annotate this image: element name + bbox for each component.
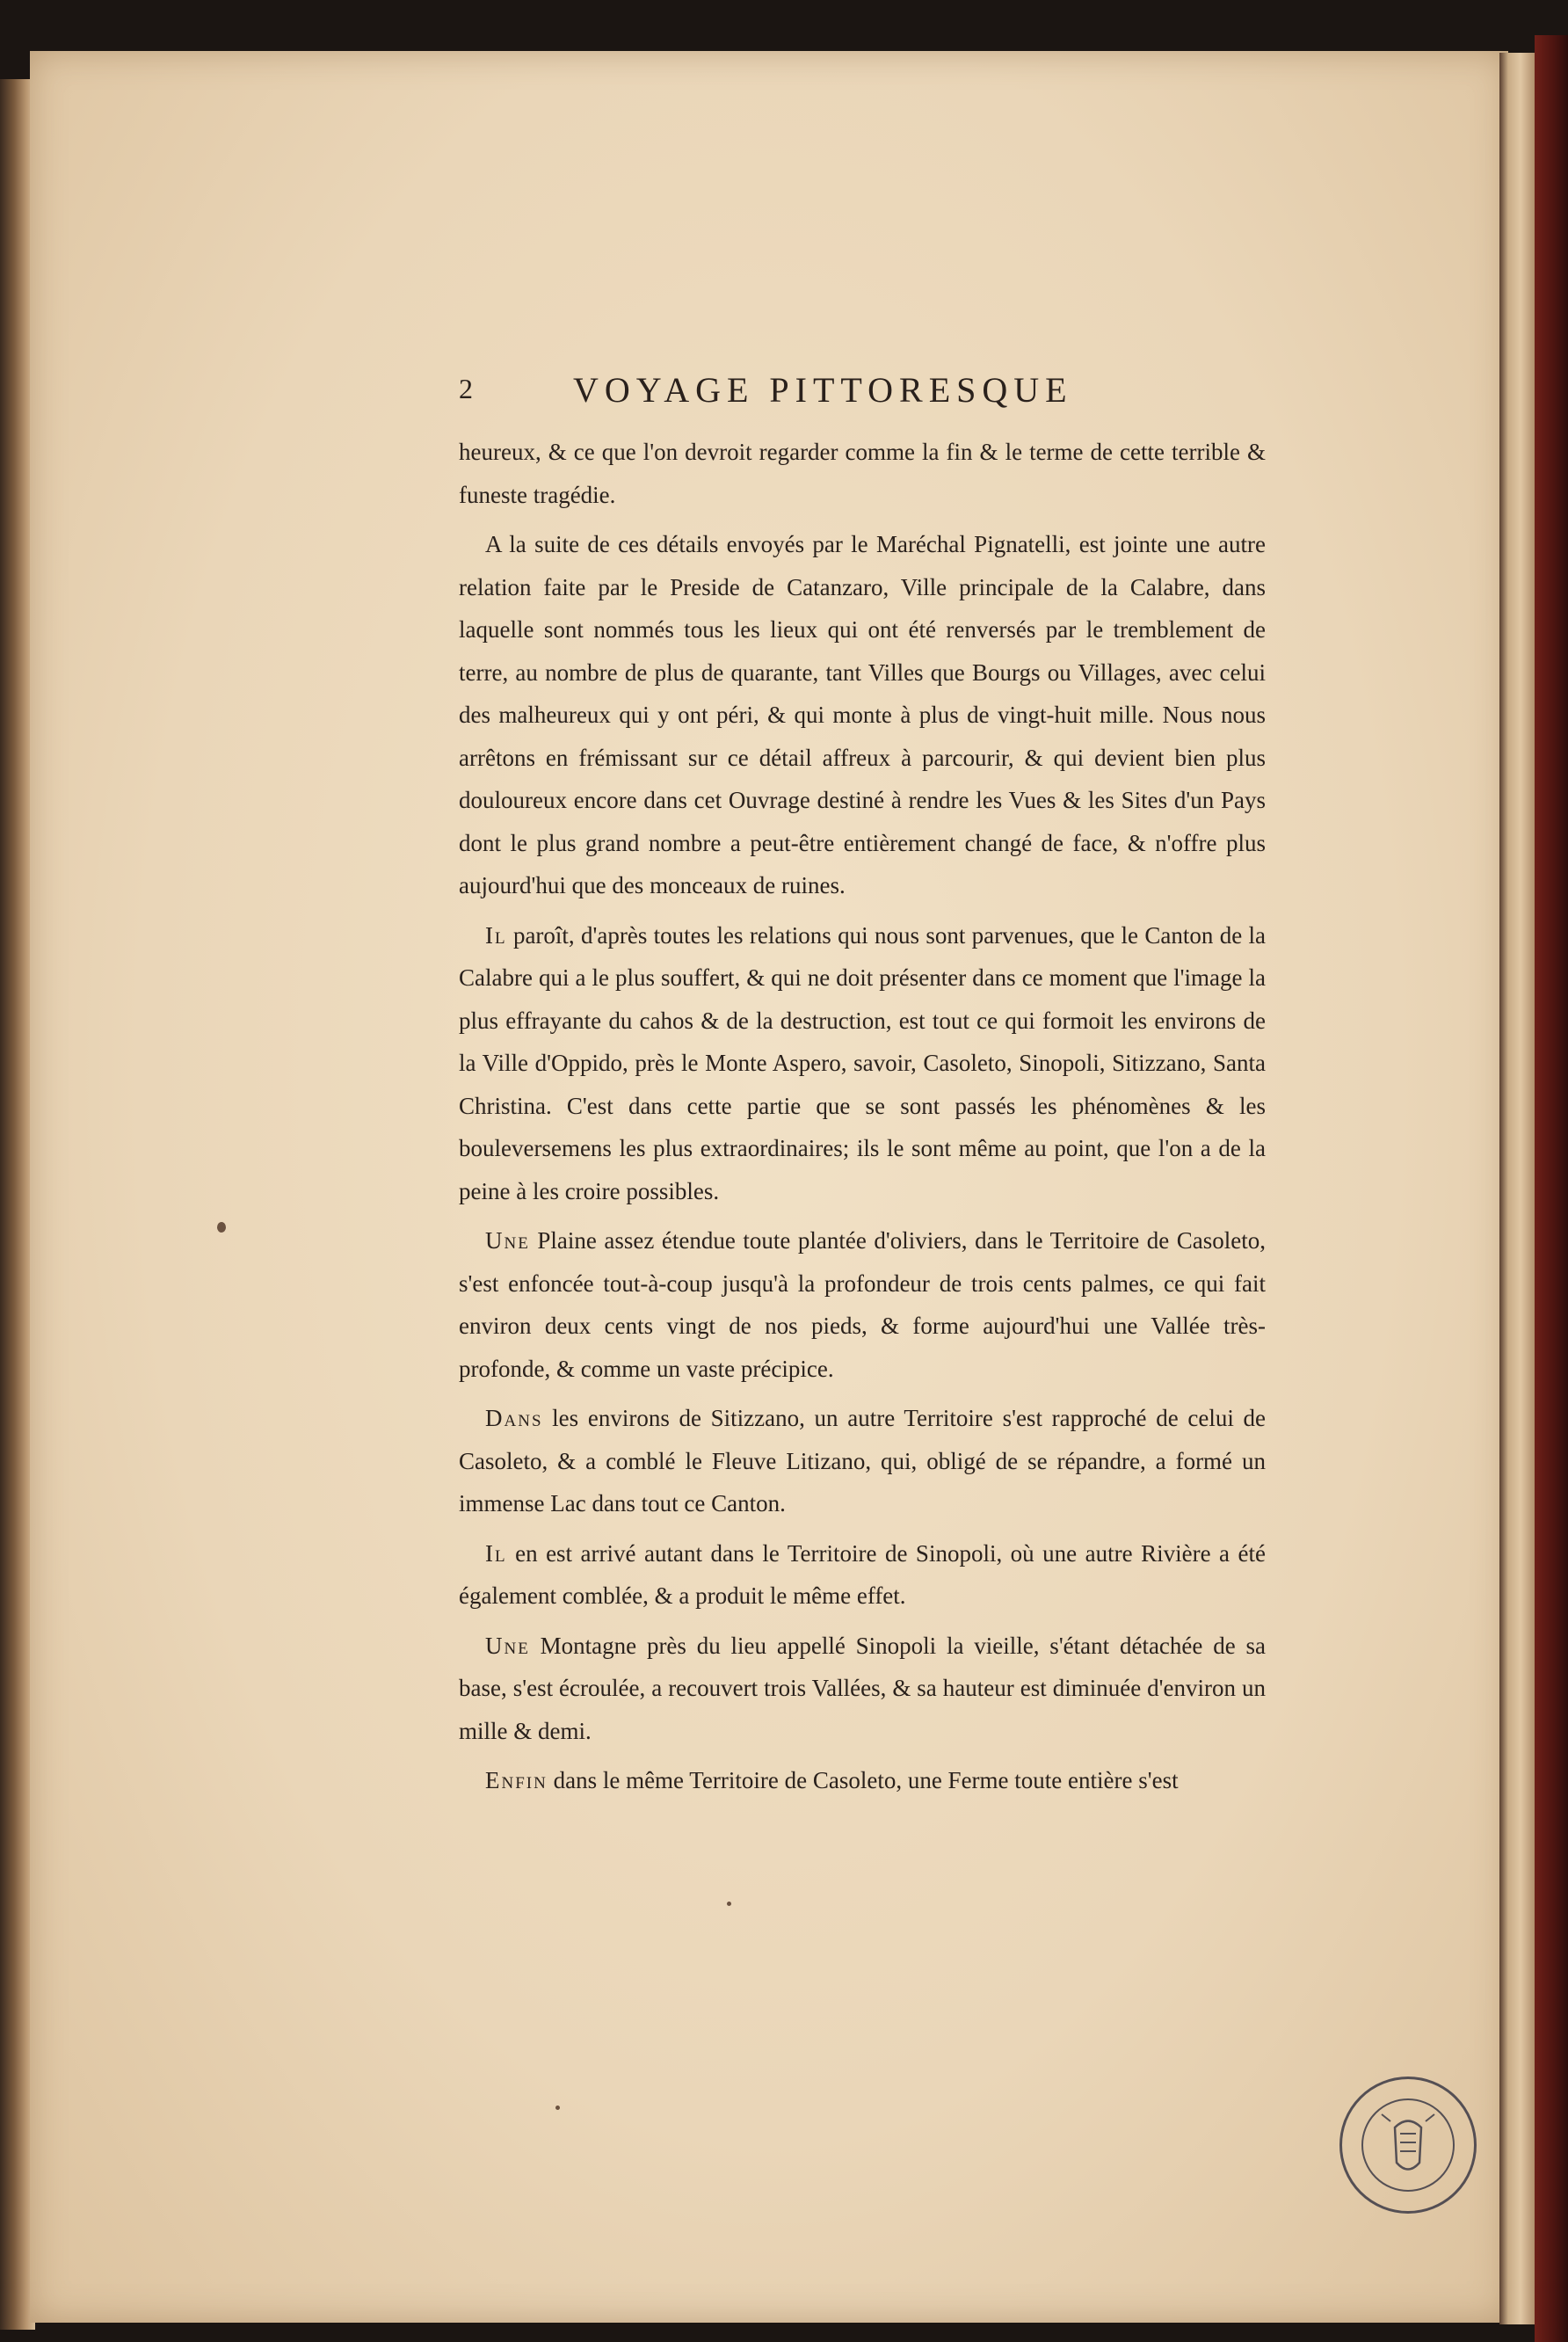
running-title: VOYAGE PITTORESQUE [573,370,1073,410]
stamp-seal-icon [1342,2079,1474,2211]
paragraph [459,914,1266,1213]
paragraph [459,1625,1266,1753]
paragraph-lead: Il [485,921,507,949]
paragraph [459,1759,1266,1802]
library-stamp [1339,2077,1477,2214]
paragraph-text: Plaine assez étendue toute plantée d'oliviers, dans le Territoire de Casoleto, s'est enfoncée tout-à-coup jusqu'à la profondeur de trois cents palmes, ce qui fait environ deux cents vingt de nos pieds, & forme aujourd'hui une Vallée très-profonde, & comme un vaste précipice. [459,1227,1266,1382]
paragraph-text: heureux, & ce que l'on devroit regarder comme la fin & le terme de cette terrible & funeste tragédie. [459,439,1266,508]
paragraph [459,1219,1266,1390]
main-text-block [459,369,1266,1802]
page-number: 2 [459,373,473,404]
paragraph [459,431,1266,516]
paragraph-text: Montagne près du lieu appellé Sinopoli la vieille, s'étant détachée de sa base, s'est écroulée, a recouvert trois Vallées, & sa hauteur est diminuée d'environ un mille & demi. [459,1632,1266,1744]
paragraph-text: A la suite de ces détails envoyés par le Maréchal Pignatelli, est jointe une autre relation faite par le Preside de Catanzaro, Ville principale de la Calabre, dans laquelle sont nommés tous les lieux qui ont été renversés par le tremblement de terre, au nombre de plus de quarante, tant Villes que Bourgs ou Villages, avec celui des malheureux qui y ont péri, & qui monte à plus de vingt-huit mille. Nous nous arrêtons en frémissant sur ce détail affreux à parcourir, & qui devient bien plus douloureux encore dans cet Ouvrage destiné à rendre les Vues & les Sites d'un Pays dont le plus grand nombre a peut-être entièrement changé de face, & n'offre plus aujourd'hui que des monceaux de ruines. [459,531,1266,898]
paragraph-text: dans le même Territoire de Casoleto, une Ferme toute entière s'est [547,1767,1179,1793]
paragraph [459,1397,1266,1525]
paragraph [459,1532,1266,1618]
running-header [459,369,1266,431]
paragraph-text: en est arrivé autant dans le Territoire de Sinopoli, où une autre Rivière a été également comblée, & a produit le même effet. [459,1539,1266,1609]
paragraph-lead: Enfin [485,1767,548,1793]
paragraph-lead: Une [485,1227,530,1254]
stamp-text [1342,2079,1343,2080]
paragraph [459,523,1266,907]
paragraph-lead: Il [485,1539,507,1567]
paragraph-lead: Dans [485,1405,543,1431]
book-cover-edge [1535,35,1568,2342]
paper-spot [217,1222,226,1233]
paragraph-lead: Une [485,1632,530,1659]
paragraph-text: les environs de Sitizzano, un autre Territoire s'est rapproché de celui de Casoleto, & a comblé le Fleuve Litizano, qui, obligé de se répandre, a formé un immense Lac dans tout ce Canton. [459,1405,1266,1516]
paragraph-text: paroît, d'après toutes les relations qui nous sont parvenues, que le Canton de la Calabre qui a le plus souffert, & qui ne doit présenter dans ce moment que l'image la plus effrayante du cahos & de la destruction, est tout ce qui formoit les environs de la Ville d'Oppido, près le Monte Aspero, savoir, Casoleto, Sinopoli, Sitizzano, Santa Christina. C'est dans cette partie que se sont passés les phénomènes & les bouleversemens les plus extraordinaires; ils le sont même au point, que l'on a de la peine à les croire possibles. [459,921,1266,1204]
facing-page-edge [1499,53,1535,2324]
paper-spot [727,1902,731,1906]
paper-spot [555,2106,560,2110]
